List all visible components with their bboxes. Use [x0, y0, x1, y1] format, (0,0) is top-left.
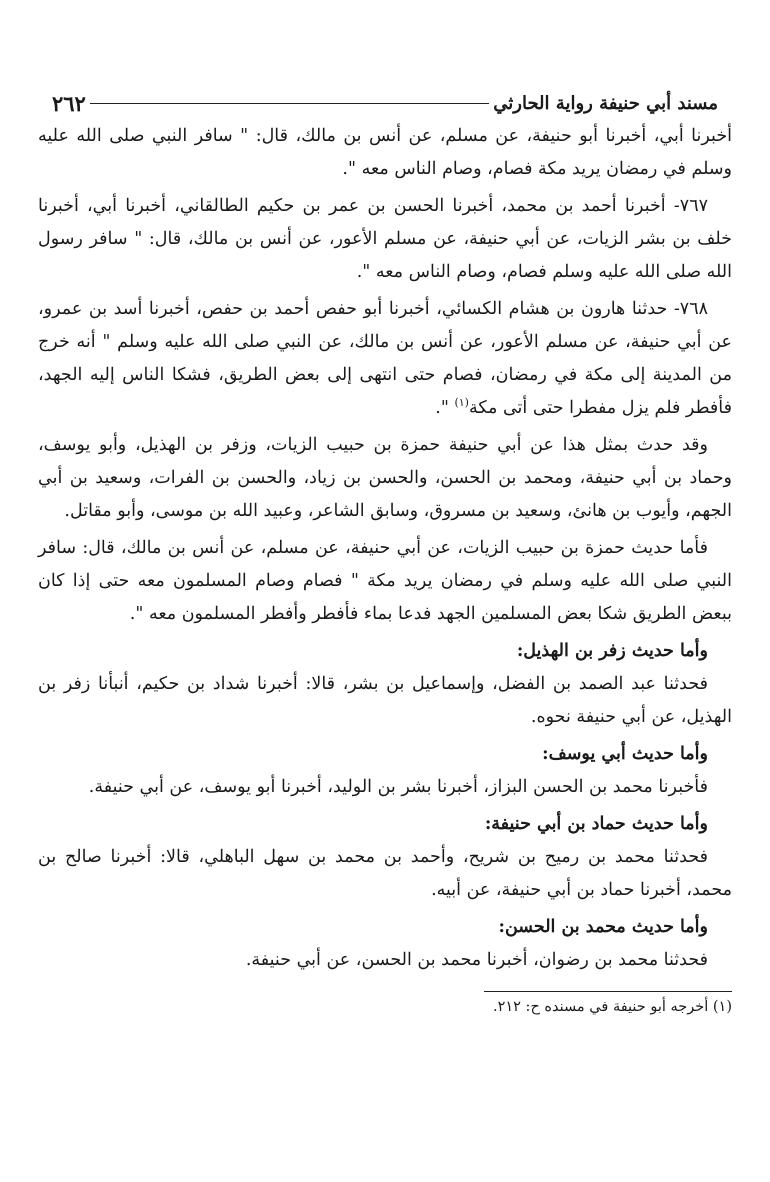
hadith-768: [38, 293, 732, 425]
page-number: ٢٦٢: [52, 90, 86, 116]
section-text-zufar: فحدثنا عبد الصمد بن الفضل، وإسماعيل بن بشر، قالا: أخبرنا شداد بن حكيم، أنبأنا زفر بن الهذيل، عن أبي حنيفة نحوه.: [38, 674, 732, 727]
page: [38, 86, 732, 1020]
page-header: [38, 86, 732, 120]
running-title: مسند أبي حنيفة رواية الحارثي: [493, 92, 718, 114]
section-text-muhammad: فحدثنا محمد بن رضوان، أخبرنا محمد بن الحسن، عن أبي حنيفة.: [245, 950, 708, 970]
section-heading-abu-yusuf: وأما حديث أبي يوسف:: [542, 744, 708, 764]
main-text: [38, 120, 732, 977]
section-text-hammad: فحدثنا محمد بن رميح بن شريح، وأحمد بن محمد بن سهل الباهلي، قالا: أخبرنا صالح بن محمد، أخبرنا حماد بن أبي حنيفة، عن أبيه.: [38, 847, 732, 900]
header-rule: [90, 103, 489, 104]
hamza-hadith-paragraph: فأما حديث حمزة بن حبيب الزيات، عن أبي حنيفة، عن مسلم، عن أنس بن مالك، قال: سافر النبي صلى الله عليه وسلم في رمضان يريد مكة " فصام وصام المسلمون معه حتى إذا كان ببعض الطريق شكا بعض المسلمين الجهد فدعا بماء فأفطر وأفطر المسلمون معه ".: [38, 538, 732, 624]
section-text-abu-yusuf: فأخبرنا محمد بن الحسن البزاز، أخبرنا بشر بن الوليد، أخبرنا أبو يوسف، عن أبي حنيفة.: [88, 777, 708, 797]
paragraph: أخبرنا أبي، أخبرنا أبو حنيفة، عن مسلم، عن أنس بن مالك، قال: " سافر النبي صلى الله عليه وسلم في رمضان يريد مكة فصام، وصام الناس معه ".: [38, 126, 732, 179]
hadith-767: ٧٦٧- أخبرنا أحمد بن محمد، أخبرنا الحسن بن عمر بن حكيم الطالقاني، أخبرنا أبي، أخبرنا خلف بن بشر الزيات، عن أبي حنيفة، عن مسلم الأعور، عن أنس بن مالك، قال: " سافر رسول الله صلى الله عليه وسلم فصام، وصام الناس معه ".: [38, 196, 732, 282]
hadith-768-text: ٧٦٨- حدثنا هارون بن هشام الكسائي، أخبرنا أبو حفص أحمد بن حفص، أخبرنا أسد بن عمرو، عن أبي حنيفة، عن مسلم الأعور، عن أنس بن مالك، عن النبي صلى الله عليه وسلم " أنه خرج من المدينة إلى مكة في رمضان، فصام حتى انتهى إلى بعض الطريق، فشكا الناس إليه الجهد، فأفطر فلم يزل مفطرا حتى أتى مكة: [38, 299, 732, 418]
section-heading-hammad: وأما حديث حماد بن أبي حنيفة:: [484, 814, 708, 834]
section-heading-muhammad: وأما حديث محمد بن الحسن:: [498, 917, 708, 937]
hadith-768-tail: ".: [435, 398, 455, 418]
footnote: (١) أخرجه أبو حنيفة في مسنده ح: ٢١٢.: [492, 999, 732, 1015]
narrators-paragraph: وقد حدث بمثل هذا عن أبي حنيفة حمزة بن حبيب الزيات، وزفر بن الهذيل، وأبو يوسف، وحماد بن أبي حنيفة، ومحمد بن الحسن، والحسن بن زياد، والحسن بن الفرات، وسعيد بن أبي الجهم، وأيوب بن هانئ، وسعيد بن مسروق، وسابق الشاعر، وعبيد الله بن موسى، وأبو مقاتل.: [38, 435, 732, 521]
footnote-marker: (١): [454, 396, 469, 410]
footnote-divider: [484, 991, 732, 992]
section-heading-zufar: وأما حديث زفر بن الهذيل:: [516, 641, 708, 661]
